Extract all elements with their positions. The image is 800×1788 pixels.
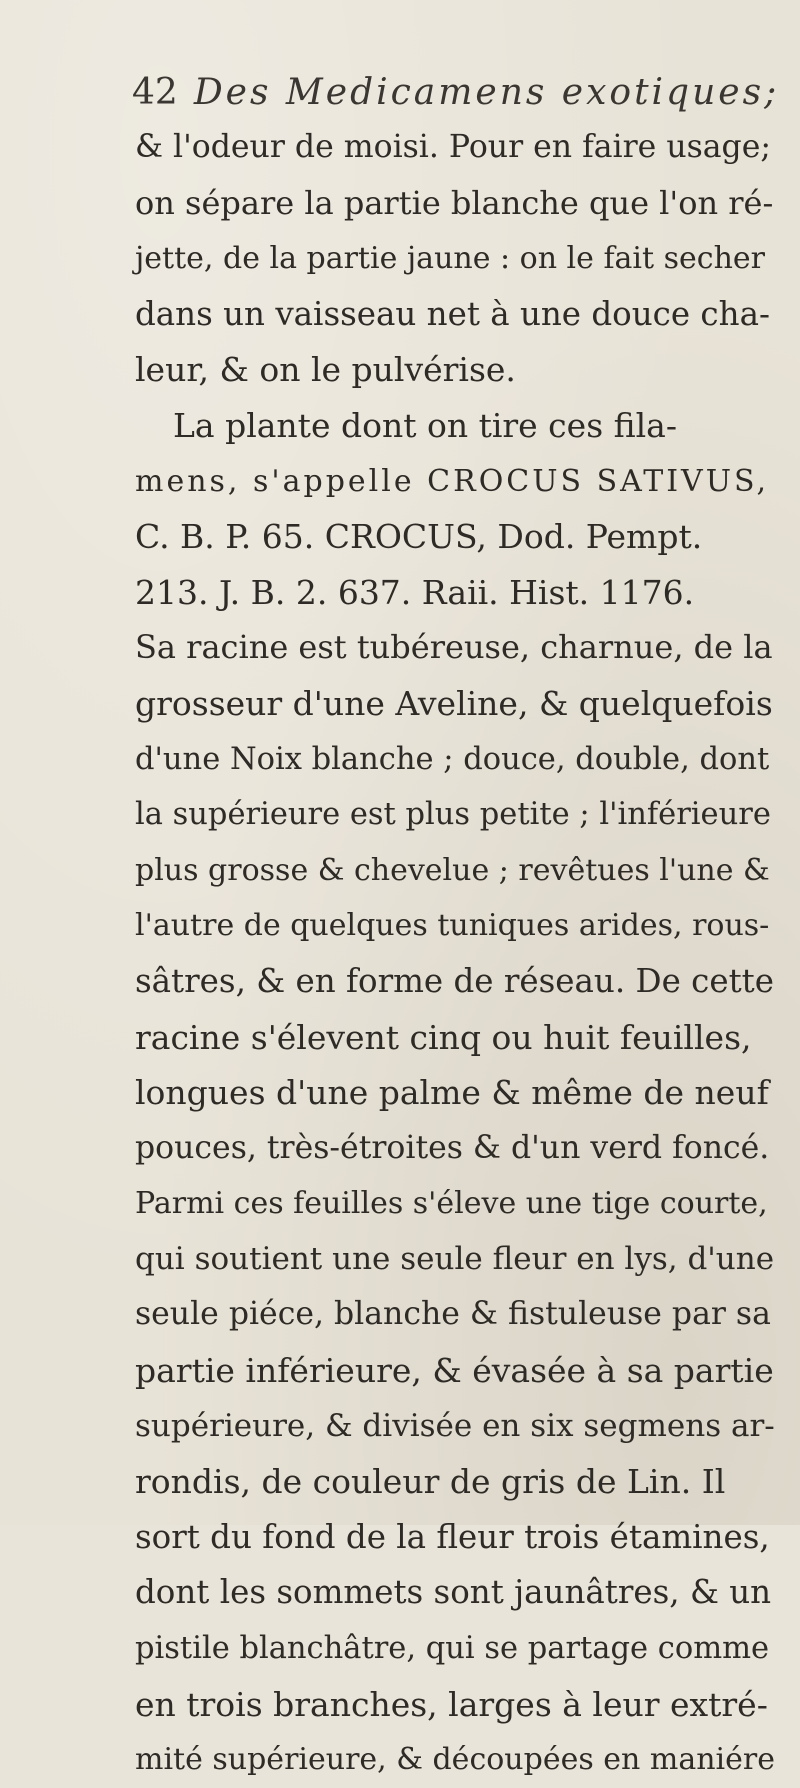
text-line: sort du fond de la fleur trois étamines, — [135, 1517, 770, 1556]
text-line: Parmi ces feuilles s'éleve une tige courte, — [135, 1186, 768, 1222]
text-line: plus grosse & chevelue ; revêtues l'une & — [135, 852, 770, 888]
text-line: leur, & on le pulvérise. — [135, 350, 516, 390]
page-number: 42 — [132, 72, 178, 113]
running-header — [132, 72, 780, 116]
text-line: & l'odeur de moisi. Pour en faire usage; — [135, 129, 771, 165]
text-line: jette, de la partie jaune : on le fait secher — [135, 241, 765, 277]
text-line: sâtres, & en forme de réseau. De cette — [135, 961, 774, 1000]
text-line: mens, s'appelle CROCUS SATIVUS, — [135, 463, 770, 499]
text-line: pouces, très-étroites & d'un verd foncé. — [135, 1129, 770, 1166]
text-line: d'une Noix blanche ; douce, double, dont — [135, 741, 770, 777]
text-line: longues d'une palme & même de neuf — [135, 1073, 769, 1113]
text-line: qui soutient une seule fleur en lys, d'une — [135, 1240, 775, 1277]
text-line: rondis, de couleur de gris de Lin. Il — [135, 1462, 726, 1502]
text-line: grosseur d'une Aveline, & quelquefois — [135, 683, 773, 723]
text-line: la supérieure est plus petite ; l'inférieure — [135, 797, 771, 833]
text-line: pistile blanchâtre, qui se partage comme — [135, 1631, 770, 1667]
text-line: en trois branches, larges à leur extré- — [135, 1684, 768, 1724]
text-line: 213. J. B. 2. 637. Raii. Hist. 1176. — [135, 572, 695, 612]
text-line: l'autre de quelques tuniques arides, rous- — [135, 908, 770, 944]
running-title: Des Medicamens exotiques; — [193, 72, 780, 113]
text-line: La plante dont on tire ces fila- — [173, 405, 678, 445]
body-text — [135, 120, 775, 1788]
text-line: dont les sommets sont jaunâtres, & un — [135, 1573, 772, 1612]
text-line: C. B. P. 65. CROCUS, Dod. Pempt. — [135, 517, 703, 557]
text-line: racine s'élevent cinq ou huit feuilles, — [135, 1017, 752, 1057]
text-line: seule piéce, blanche & fistuleuse par sa — [135, 1296, 771, 1333]
text-line: supérieure, & divisée en six segmens ar- — [135, 1407, 775, 1444]
text-line: dans un vaisseau net à une douce cha- — [135, 294, 770, 333]
text-line: partie inférieure, & évasée à sa partie — [135, 1351, 774, 1391]
text-line: on sépare la partie blanche que l'on ré- — [135, 183, 774, 222]
text-line: Sa racine est tubéreuse, charnue, de la — [135, 628, 773, 667]
text-line: mité supérieure, & découpées en maniére — [135, 1742, 775, 1778]
